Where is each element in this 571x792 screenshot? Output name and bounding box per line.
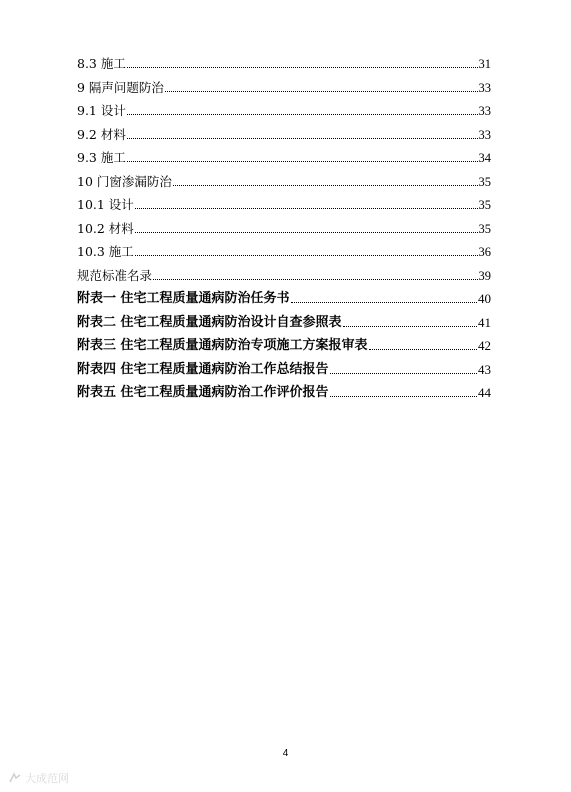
toc-leader-dots	[173, 185, 478, 186]
toc-entry-label: 9.2 材料	[77, 126, 126, 142]
toc-entry-label: 附表一 住宅工程质量通病防治任务书	[77, 291, 290, 306]
logo-icon	[8, 772, 22, 784]
toc-entry-label: 规范标准名录	[77, 267, 153, 283]
toc-entry[interactable]	[77, 80, 491, 96]
toc-entry-label: 10.1 设计	[77, 197, 134, 212]
toc-entry[interactable]	[77, 315, 491, 331]
toc-leader-dots	[165, 91, 478, 92]
toc-entry-label: 9.3 施工	[77, 150, 126, 165]
toc-entry-label: 9 隔声问题防治	[77, 79, 164, 95]
toc-entry-page: 44	[478, 385, 491, 400]
toc-entry[interactable]	[77, 338, 491, 354]
toc-entry-page: 33	[478, 80, 491, 95]
toc-entry-page: 34	[478, 151, 491, 165]
toc-leader-dots	[135, 255, 478, 256]
toc-entry-page: 33	[478, 104, 491, 118]
toc-entry[interactable]	[77, 362, 491, 378]
toc-entry-page: 41	[478, 314, 491, 330]
toc-entry-label: 10.3 施工	[77, 244, 134, 259]
page-number: 4	[282, 748, 289, 759]
toc-entry[interactable]	[77, 221, 491, 237]
toc-leader-dots	[127, 114, 478, 115]
toc-leader-dots	[330, 373, 477, 374]
toc-entry-page: 43	[478, 361, 491, 377]
watermark	[8, 770, 69, 786]
watermark-text: 大成范网	[25, 772, 69, 785]
toc-leader-dots	[153, 279, 477, 280]
toc-entry-label: 附表四 住宅工程质量通病防治工作总结报告	[77, 361, 329, 377]
toc-entry-label: 附表二 住宅工程质量通病防治设计自查参照表	[77, 314, 342, 330]
toc-entry-page: 31	[478, 57, 491, 71]
toc-entry-label: 9.1 设计	[77, 103, 126, 118]
toc-leader-dots	[127, 161, 478, 162]
toc-entry[interactable]	[77, 56, 491, 72]
toc-leader-dots	[127, 67, 478, 68]
toc-entry[interactable]	[77, 268, 491, 284]
toc-leader-dots	[369, 349, 477, 350]
toc-entry-page: 40	[478, 291, 491, 306]
toc-leader-dots	[135, 232, 478, 233]
toc-entry-label: 10 门窗渗漏防治	[77, 173, 172, 189]
toc-leader-dots	[127, 138, 478, 139]
toc-leader-dots	[291, 302, 477, 303]
toc-entry-page: 42	[478, 338, 491, 353]
toc-entry-label: 附表三 住宅工程质量通病防治专项施工方案报审表	[77, 338, 368, 353]
toc-leader-dots	[135, 208, 478, 209]
toc-entry[interactable]	[77, 197, 491, 213]
toc-entry[interactable]	[77, 174, 491, 190]
toc-entry-label: 附表五 住宅工程质量通病防治工作评价报告	[77, 385, 329, 400]
toc-leader-dots	[343, 326, 477, 327]
toc-entry[interactable]	[77, 150, 491, 166]
toc-entry-page: 35	[478, 221, 491, 236]
toc-entry[interactable]	[77, 244, 491, 260]
toc-entry-label: 8.3 施工	[77, 56, 126, 71]
toc-entry[interactable]	[77, 103, 491, 119]
toc-entry[interactable]	[77, 127, 491, 143]
toc-entry-page: 36	[478, 245, 491, 259]
toc-entry[interactable]	[77, 291, 491, 307]
toc-entry-page: 35	[478, 174, 491, 189]
toc-entry-page: 35	[478, 198, 491, 212]
toc-entry[interactable]	[77, 385, 491, 401]
toc-entry-page: 39	[478, 268, 491, 283]
toc-leader-dots	[330, 396, 477, 397]
toc-entry-page: 33	[478, 127, 491, 142]
toc-entry-label: 10.2 材料	[77, 220, 134, 236]
